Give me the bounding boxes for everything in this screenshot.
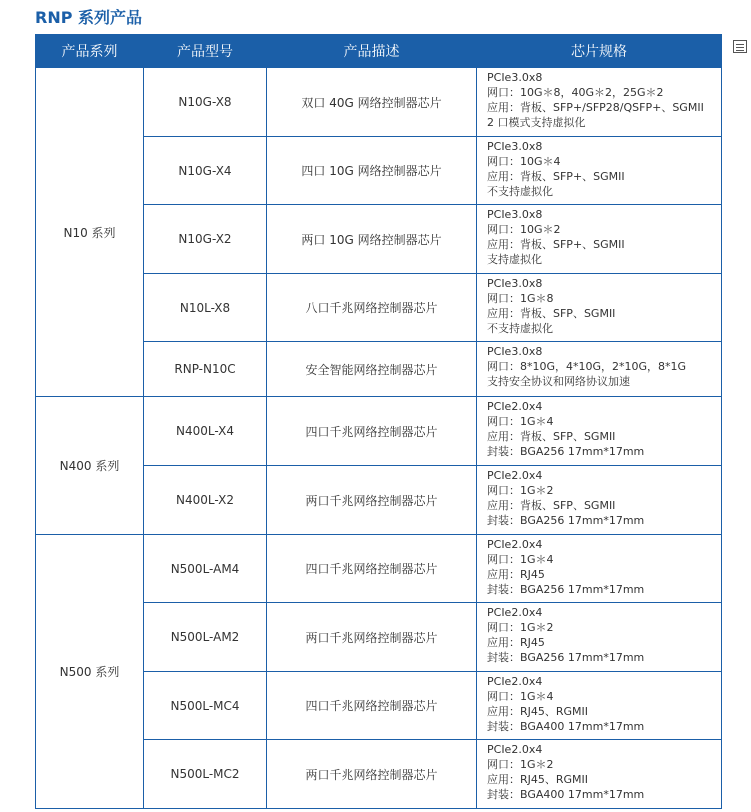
description-cell: 两口 10G 网络控制器芯片 <box>267 205 477 274</box>
description-cell: 两口千兆网络控制器芯片 <box>267 740 477 809</box>
spec-line: PCIe3.0x8 <box>487 277 543 290</box>
header-chip-spec: 芯片规格 <box>477 35 722 68</box>
spec-line: 应用：背板、SFP+、SGMII <box>487 238 625 251</box>
spec-line: 封装：BGA256 17mm*17mm <box>487 651 645 664</box>
spec-line: PCIe3.0x8 <box>487 71 543 84</box>
chip-spec-cell <box>477 342 722 397</box>
series-cell: N400 系列 <box>36 397 144 535</box>
model-cell: N500L-MC2 <box>144 740 267 809</box>
chip-spec-cell <box>477 466 722 535</box>
spec-line: PCIe3.0x8 <box>487 345 543 358</box>
model-cell: N400L-X4 <box>144 397 267 466</box>
description-cell: 八口千兆网络控制器芯片 <box>267 274 477 342</box>
chip-spec-cell <box>477 397 722 466</box>
description-cell: 两口千兆网络控制器芯片 <box>267 466 477 535</box>
model-cell: RNP-N10C <box>144 342 267 397</box>
chip-spec-cell <box>477 68 722 137</box>
table-row <box>36 535 722 603</box>
chip-spec-cell <box>477 672 722 740</box>
spec-line: PCIe2.0x4 <box>487 675 543 688</box>
model-cell: N500L-MC4 <box>144 672 267 740</box>
spec-line: 网口：10G＊8，40G＊2，25G＊2 <box>487 86 664 99</box>
spec-line: 支持虚拟化 <box>487 253 542 266</box>
table-header-row <box>36 35 722 68</box>
spec-line: 封装：BGA256 17mm*17mm <box>487 583 645 596</box>
spec-line: PCIe2.0x4 <box>487 469 543 482</box>
description-cell: 四口千兆网络控制器芯片 <box>267 672 477 740</box>
series-cell: N500 系列 <box>36 535 144 809</box>
spec-line: 封装：BGA400 17mm*17mm <box>487 788 645 801</box>
spec-line: 应用：背板、SFP、SGMII <box>487 430 616 443</box>
spec-line: 2 口模式支持虚拟化 <box>487 116 586 129</box>
spec-line: 应用：RJ45 <box>487 636 545 649</box>
table-row <box>36 68 722 137</box>
spec-line: 应用：RJ45、RGMII <box>487 705 589 718</box>
description-cell: 四口千兆网络控制器芯片 <box>267 535 477 603</box>
chip-spec-cell <box>477 535 722 603</box>
spec-line: 网口：1G＊8 <box>487 292 554 305</box>
spec-line: 封装：BGA256 17mm*17mm <box>487 445 645 458</box>
grid-view-icon[interactable] <box>733 40 747 53</box>
spec-line: 网口：1G＊2 <box>487 621 554 634</box>
spec-line: PCIe3.0x8 <box>487 140 543 153</box>
spec-line: 网口：8*10G，4*10G，2*10G，8*1G <box>487 360 687 373</box>
description-cell: 四口 10G 网络控制器芯片 <box>267 137 477 205</box>
spec-line: 不支持虚拟化 <box>487 322 553 335</box>
description-cell: 四口千兆网络控制器芯片 <box>267 397 477 466</box>
spec-line: 网口：1G＊4 <box>487 415 554 428</box>
spec-line: 不支持虚拟化 <box>487 185 553 198</box>
model-cell: N500L-AM4 <box>144 535 267 603</box>
model-cell: N500L-AM2 <box>144 603 267 672</box>
series-cell: N10 系列 <box>36 68 144 397</box>
spec-line: 应用：背板、SFP、SGMII <box>487 499 616 512</box>
header-series: 产品系列 <box>36 35 144 68</box>
description-cell: 两口千兆网络控制器芯片 <box>267 603 477 672</box>
description-cell: 双口 40G 网络控制器芯片 <box>267 68 477 137</box>
table-row <box>36 397 722 466</box>
chip-spec-cell <box>477 137 722 205</box>
spec-line: 网口：1G＊4 <box>487 690 554 703</box>
model-cell: N10L-X8 <box>144 274 267 342</box>
spec-line: 网口：1G＊2 <box>487 484 554 497</box>
spec-line: 网口：10G＊4 <box>487 155 561 168</box>
spec-line: 封装：BGA256 17mm*17mm <box>487 514 645 527</box>
spec-line: 应用：RJ45 <box>487 568 545 581</box>
model-cell: N10G-X4 <box>144 137 267 205</box>
description-cell: 安全智能网络控制器芯片 <box>267 342 477 397</box>
spec-line: PCIe2.0x4 <box>487 538 543 551</box>
chip-spec-cell <box>477 205 722 274</box>
chip-spec-cell <box>477 274 722 342</box>
spec-line: PCIe2.0x4 <box>487 743 543 756</box>
header-model: 产品型号 <box>144 35 267 68</box>
spec-line: PCIe2.0x4 <box>487 400 543 413</box>
header-description: 产品描述 <box>267 35 477 68</box>
model-cell: N400L-X2 <box>144 466 267 535</box>
model-cell: N10G-X8 <box>144 68 267 137</box>
spec-line: 应用：RJ45、RGMII <box>487 773 589 786</box>
product-table <box>35 34 722 809</box>
spec-line: PCIe3.0x8 <box>487 208 543 221</box>
spec-line: 网口：1G＊2 <box>487 758 554 771</box>
model-cell: N10G-X2 <box>144 205 267 274</box>
chip-spec-cell <box>477 740 722 809</box>
chip-spec-cell <box>477 603 722 672</box>
spec-line: 网口：1G＊4 <box>487 553 554 566</box>
spec-line: PCIe2.0x4 <box>487 606 543 619</box>
spec-line: 应用：背板、SFP+/SFP28/QSFP+、SGMII <box>487 101 704 114</box>
spec-line: 支持安全协议和网络协议加速 <box>487 375 630 388</box>
page-title: RNP 系列产品 <box>35 8 143 27</box>
spec-line: 应用：背板、SFP、SGMII <box>487 307 616 320</box>
spec-line: 网口：10G＊2 <box>487 223 561 236</box>
spec-line: 应用：背板、SFP+、SGMII <box>487 170 625 183</box>
spec-line: 封装：BGA400 17mm*17mm <box>487 720 645 733</box>
